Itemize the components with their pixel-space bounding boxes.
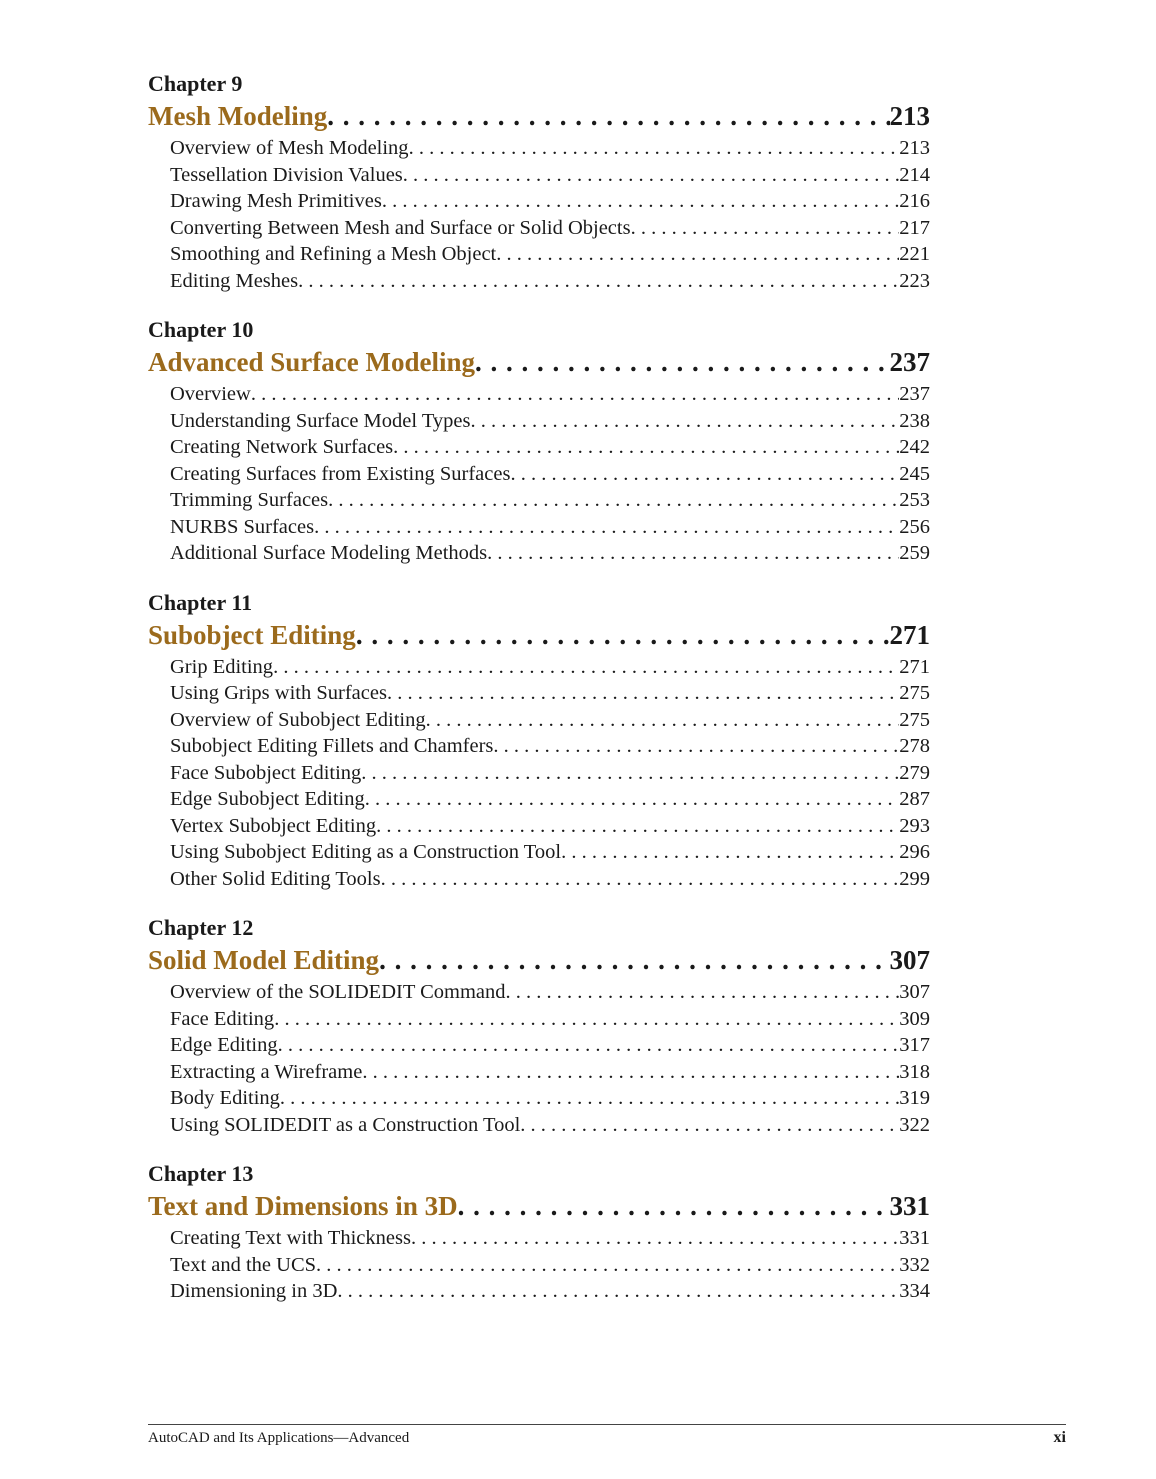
chapter-page-number: 331 — [889, 1191, 930, 1221]
section-entry[interactable] — [148, 434, 930, 461]
section-title: Subobject Editing Fillets and Chamfers — [170, 735, 494, 757]
section-title: Overview of Subobject Editing — [170, 708, 426, 731]
dot-leader — [426, 707, 900, 734]
section-title: Grip Editing — [170, 655, 274, 678]
chapter-block — [148, 70, 930, 294]
section-entry[interactable] — [148, 461, 930, 488]
section-title: Face Editing — [170, 1007, 275, 1030]
section-title: Using SOLIDEDIT as a Construction Tool — [170, 1113, 521, 1136]
dot-leader — [387, 680, 899, 707]
section-entry[interactable] — [148, 408, 930, 435]
section-page-number: 216 — [899, 190, 930, 212]
section-page-number: 213 — [899, 137, 930, 159]
section-page-number: 319 — [899, 1087, 930, 1109]
section-page-number: 237 — [899, 383, 930, 405]
section-page-number: 279 — [899, 761, 930, 784]
chapter-page-number: 237 — [889, 347, 930, 377]
section-title: Creating Text with Thickness — [170, 1227, 411, 1249]
dot-leader — [328, 487, 899, 514]
dot-leader — [487, 540, 899, 567]
section-title: Edge Editing — [170, 1034, 278, 1056]
chapter-block — [148, 316, 930, 567]
section-page-number: 217 — [899, 216, 930, 239]
section-entry[interactable] — [148, 1278, 930, 1305]
section-entry[interactable] — [148, 707, 930, 734]
section-entry[interactable] — [148, 786, 930, 813]
dot-leader — [316, 1252, 899, 1279]
table-of-contents — [148, 70, 930, 1327]
section-page-number: 242 — [899, 436, 930, 458]
section-title: Creating Network Surfaces — [170, 436, 394, 458]
dot-leader — [361, 760, 899, 787]
section-page-number: 259 — [899, 542, 930, 564]
section-entry[interactable] — [148, 1112, 930, 1139]
section-page-number: 271 — [899, 655, 930, 678]
dot-leader — [381, 866, 900, 893]
section-title: Dimensioning in 3D — [170, 1280, 338, 1302]
section-title: Editing Meshes — [170, 269, 299, 292]
section-title: Text and the UCS — [170, 1253, 317, 1276]
section-entry[interactable] — [148, 733, 930, 760]
dot-leader — [273, 654, 899, 681]
section-entry[interactable] — [148, 215, 930, 242]
dot-leader — [379, 942, 889, 978]
section-page-number: 317 — [899, 1034, 930, 1056]
dot-leader — [393, 434, 899, 461]
section-entry[interactable] — [148, 188, 930, 215]
section-page-number: 296 — [899, 841, 930, 863]
section-entry[interactable] — [148, 268, 930, 295]
section-entry[interactable] — [148, 540, 930, 567]
section-page-number: 253 — [899, 489, 930, 511]
section-title: Edge Subobject Editing — [170, 788, 365, 810]
section-title: Tessellation Division Values — [170, 163, 403, 186]
chapter-block — [148, 589, 930, 893]
chapter-label: Chapter 13 — [148, 1161, 254, 1186]
dot-leader — [337, 1278, 899, 1305]
section-entry[interactable] — [148, 1006, 930, 1033]
dot-leader — [506, 979, 900, 1006]
dot-leader — [510, 461, 899, 488]
section-title: Body Editing — [170, 1087, 280, 1109]
section-page-number: 322 — [899, 1113, 930, 1136]
chapter-label: Chapter 10 — [148, 317, 254, 342]
section-page-number: 293 — [899, 814, 930, 837]
section-entry[interactable] — [148, 839, 930, 866]
dot-leader — [327, 98, 889, 134]
dot-leader — [631, 215, 900, 242]
page-footer — [148, 1424, 1066, 1448]
chapter-page-number: 307 — [889, 945, 930, 975]
section-entry[interactable] — [148, 680, 930, 707]
dot-leader — [493, 733, 899, 760]
section-entry[interactable] — [148, 162, 930, 189]
chapter-title-entry[interactable] — [148, 617, 930, 653]
dot-leader — [382, 188, 899, 215]
section-title: Overview of Mesh Modeling — [170, 137, 409, 159]
dot-leader — [409, 135, 900, 162]
dot-leader — [362, 1059, 899, 1086]
chapter-title: Text and Dimensions in 3D — [148, 1191, 458, 1221]
chapter-label: Chapter 12 — [148, 915, 254, 940]
chapter-title: Advanced Surface Modeling — [148, 347, 475, 377]
section-title: Creating Surfaces from Existing Surfaces — [170, 462, 511, 485]
chapter-title-entry[interactable] — [148, 344, 930, 380]
dot-leader — [280, 1085, 899, 1112]
section-title: Drawing Mesh Primitives — [170, 190, 382, 212]
footer-page-number: xi — [1053, 1429, 1066, 1446]
chapter-title: Solid Model Editing — [148, 945, 380, 975]
footer-book-title: AutoCAD and Its Applications—Advanced — [148, 1430, 410, 1446]
section-title: Understanding Surface Model Types — [170, 409, 471, 432]
section-title: Other Solid Editing Tools — [170, 867, 381, 890]
dot-leader — [561, 839, 899, 866]
chapter-block — [148, 914, 930, 1138]
dot-leader — [365, 786, 900, 813]
section-entry[interactable] — [148, 381, 930, 408]
chapter-block — [148, 1160, 930, 1305]
section-entry[interactable] — [148, 1032, 930, 1059]
section-entry[interactable] — [148, 813, 930, 840]
section-title: Additional Surface Modeling Methods — [170, 542, 488, 564]
section-title: Using Subobject Editing as a Construction Tool — [170, 841, 562, 863]
section-page-number: 334 — [899, 1280, 930, 1302]
section-entry[interactable] — [148, 487, 930, 514]
section-page-number: 238 — [899, 409, 930, 432]
section-title: NURBS Surfaces — [170, 515, 315, 538]
section-entry[interactable] — [148, 241, 930, 268]
section-page-number: 221 — [899, 243, 930, 265]
chapter-title-entry[interactable] — [148, 1188, 930, 1224]
chapter-title-entry[interactable] — [148, 98, 930, 134]
section-page-number: 245 — [899, 462, 930, 485]
chapter-label: Chapter 9 — [148, 71, 243, 96]
dot-leader — [278, 1032, 900, 1059]
section-title: Face Subobject Editing — [170, 761, 362, 784]
section-title: Smoothing and Refining a Mesh Object — [170, 243, 497, 265]
section-title: Overview of the SOLIDEDIT Command — [170, 981, 506, 1003]
section-entry[interactable] — [148, 1252, 930, 1279]
dot-leader — [471, 408, 900, 435]
section-entry[interactable] — [148, 979, 930, 1006]
dot-leader — [376, 813, 899, 840]
dot-leader — [475, 344, 890, 380]
dot-leader — [274, 1006, 899, 1033]
section-page-number: 332 — [899, 1253, 930, 1276]
section-entry[interactable] — [148, 1059, 930, 1086]
chapter-title: Mesh Modeling — [148, 101, 328, 131]
section-title: Overview — [170, 383, 251, 405]
section-entry[interactable] — [148, 654, 930, 681]
section-page-number: 299 — [899, 867, 930, 890]
section-title: Trimming Surfaces — [170, 489, 329, 511]
section-title: Extracting a Wireframe — [170, 1060, 363, 1083]
chapter-page-number: 213 — [889, 101, 930, 131]
section-title: Using Grips with Surfaces — [170, 682, 387, 704]
chapter-label: Chapter 11 — [148, 589, 253, 615]
section-page-number: 214 — [899, 163, 930, 186]
chapter-page-number: 271 — [889, 619, 930, 650]
section-page-number: 287 — [899, 788, 930, 810]
dot-leader — [298, 268, 899, 295]
dot-leader — [314, 514, 899, 541]
dot-leader — [356, 617, 890, 653]
dot-leader — [496, 241, 899, 268]
section-page-number: 275 — [899, 708, 930, 731]
dot-leader — [458, 1188, 890, 1224]
section-title: Converting Between Mesh and Surface or Solid Objects — [170, 216, 631, 239]
dot-leader — [520, 1112, 899, 1139]
section-entry[interactable] — [148, 514, 930, 541]
dot-leader — [251, 381, 899, 408]
section-entry[interactable] — [148, 1225, 930, 1252]
section-page-number: 256 — [899, 515, 930, 538]
chapter-title: Subobject Editing — [148, 619, 356, 650]
section-entry[interactable] — [148, 760, 930, 787]
dot-leader — [403, 162, 899, 189]
section-page-number: 331 — [899, 1227, 930, 1249]
section-page-number: 223 — [899, 269, 930, 292]
section-entry[interactable] — [148, 135, 930, 162]
section-entry[interactable] — [148, 866, 930, 893]
section-page-number: 307 — [899, 981, 930, 1003]
chapter-title-entry[interactable] — [148, 942, 930, 978]
dot-leader — [411, 1225, 899, 1252]
section-page-number: 278 — [899, 735, 930, 757]
section-page-number: 275 — [899, 682, 930, 704]
section-entry[interactable] — [148, 1085, 930, 1112]
section-page-number: 318 — [899, 1060, 930, 1083]
section-page-number: 309 — [899, 1007, 930, 1030]
section-title: Vertex Subobject Editing — [170, 814, 377, 837]
